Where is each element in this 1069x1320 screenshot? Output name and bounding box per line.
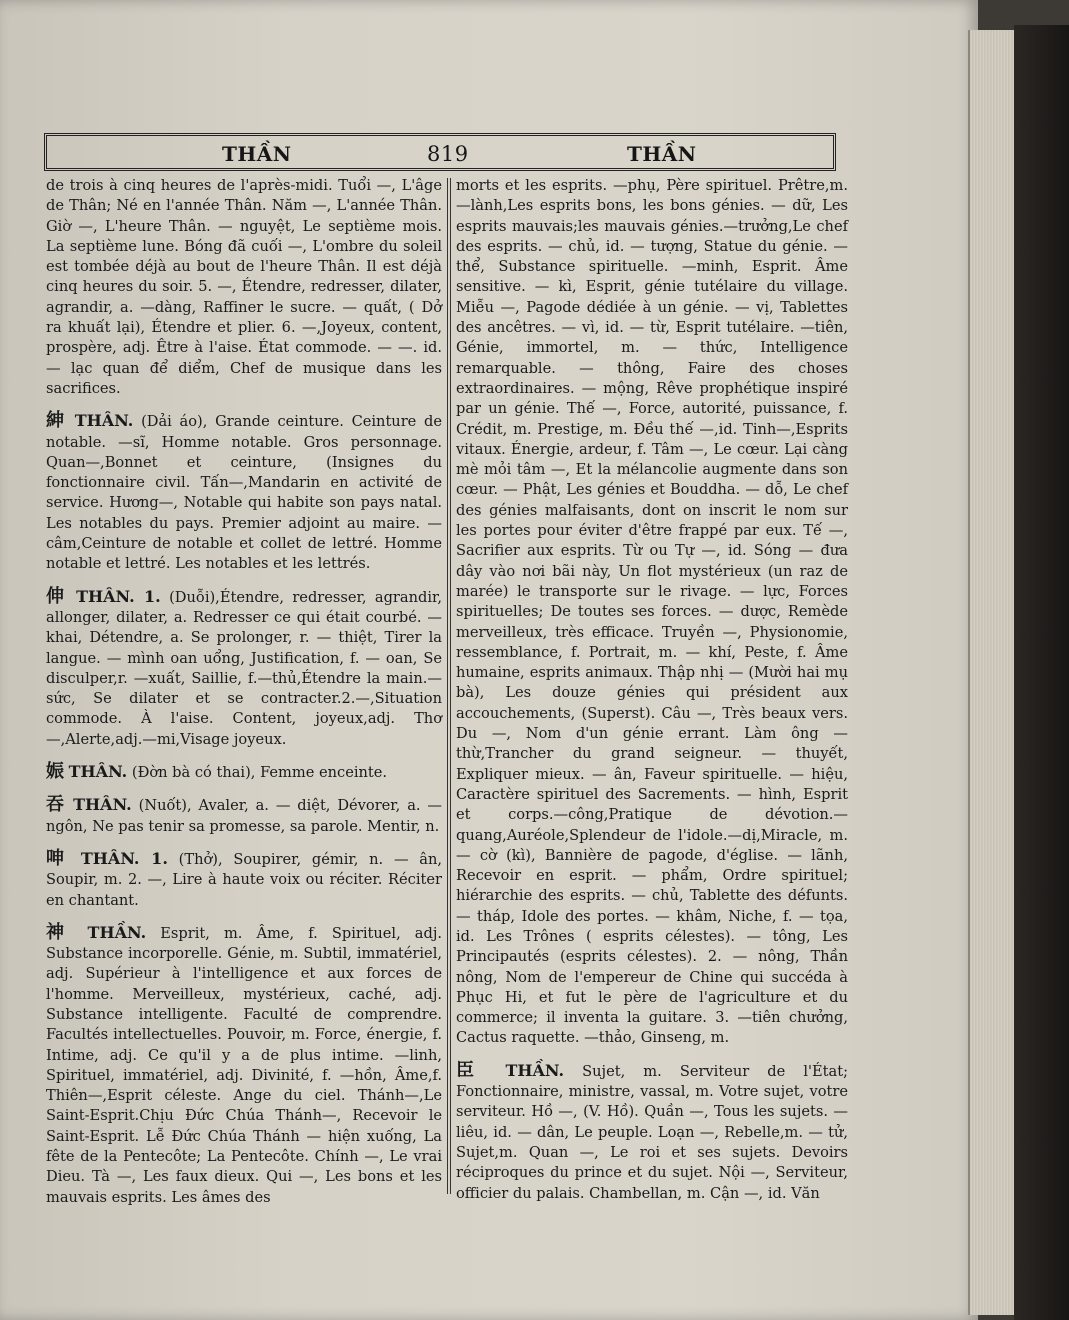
- entry-continuation: morts et les esprits. —phụ, Père spirituel. Prêtre,m. —lành,Les esprits bons, les bons génies. — dữ, Les esprits mauvais;les mauvais génies.—trưởng,Le chef des esprits. — chủ, id. — tượng, Statue du génie. — thể, Substance spirituelle. —minh, Esprit. Âme sensitive. — kì, Esprit, génie tutélaire du village. Miễu —, Pagode dédiée à un génie. — vị, Tablettes des ancêtres. — vì, id. — từ, Esprit tutélaire. —tiên, Génie, immortel, m. — thức, Intelligence remarquable. — thông, Faire des choses extraordinaires. — mộng, Rêve prophétique inspiré par un génie. Thế —, Force, autorité, puissance, f. Crédit, m. Prestige, m. Đều thế —,id. Tinh—,Esprits vitaux. Énergie, ardeur, f. Tâm —, Le cœur. Lại càng mè mỏi tâm —, Et la mélancolie augmente dans son cœur. — Phật, Les génies et Bouddha. — dỗ, Le chef des génies malfaisants, dont on inscrit le nom sur les portes pour éviter d'être frappé par eux. Tế —, Sacrifier aux esprits. Từ ou Tự —, id. Sóng — đưa dây vào nơi bãi này, Un flot mystérieux (un raz de marée) le transporte sur le rivage. — lực, Forces spirituelles; De toutes ses forces. — dược, Remède merveilleux, très efficace. Truyền —, Physionomie, ressemblance, f. Portrait, m. — khí, Peste, f. Âme humaine, esprits animaux. Thập nhị — (Mười hai mụ bà), Les douze génies qui président aux accouchements, (Superst). Câu —, Très beaux vers. Du —, Nom d'un génie errant. Làm ông — thừ,Trancher du grand seigneur. — thuyết, Expliquer mieux. — ân, Faveur spirituelle. — hiệu, Caractère spirituel des Sacrements. — hình, Esprit et corps.—công,Pratique de dévotion.—quang,Auréole,Splendeur de l'idole.—dị,Miracle, m. — cờ (kì), Bannière de pagode, d'église. — lãnh, Recevoir en esprit. — phẩm, Ordre spirituel; hiérarchie des esprits. — chủ, Tablette des défunts. — tháp, Idole des portes. — khâm, Niche, f. — tọa, id. Les Trônes ( esprits célestes). — tông, Les Principautés (esprits célestes). 2. — nông, Thần nông, Nom de l'empereur de Chine qui succéda à Phục Hi, et fut le père de l'agriculture et du commerce; il inventa la guitare. 3. —tiên chưởng, Cactus raquette. —thảo, Ginseng, m.: [456, 177, 848, 1047]
- left-column: [46, 176, 442, 1208]
- entry-headword: THÂN. 1.: [80, 848, 168, 868]
- entry-headword: THẦN.: [505, 1060, 565, 1080]
- entry-character: 臣: [456, 1059, 488, 1081]
- page-stack-edge: [968, 30, 1016, 1315]
- entry-character: 娠: [46, 761, 64, 783]
- dictionary-entry: [46, 411, 442, 574]
- column-divider: [447, 178, 451, 1194]
- entry-character: 紳: [46, 410, 68, 432]
- page-number: 819: [427, 142, 469, 166]
- dictionary-entry: [46, 587, 442, 750]
- entry-definition: Esprit, m. Âme, f. Spirituel, adj. Substance incorporelle. Génie, m. Subtil, immatériel, adj. Supérieur à l'intelligence et aux forces de l'homme. Merveilleux, mystérieux, caché, adj. Substance intelligente. Faculté de comprendre. Facultés intellectuelles. Pouvoir, m. Force, énergie, f. Intime, adj. Ce qu'il y a de plus intime. —linh, Spirituel, immatériel, adj. Divinité, f. —hồn, Âme,f. Thiên—,Esprit céleste. Ange du ciel. Thánh—,Le Saint-Esprit.Chịu Đức Chúa Thánh—, Recevoir le Saint-Esprit. Lễ Đức Chúa Thánh — hiện xuống, La fête de la Pentecôte; La Pentecôte. Chính —, Le vrai Dieu. Tà —, Les faux dieux. Qui —, Les bons et les mauvais esprits. Les âmes des: [46, 924, 443, 1206]
- entry-headword: THÂN.: [74, 411, 134, 431]
- entry-character: 呻: [46, 847, 71, 869]
- entry-headword: THÂN.: [73, 795, 132, 815]
- entry-definition: Sujet, m. Serviteur de l'État; Fonctionnaire, ministre, vassal, m. Votre sujet, votre serviteur. Hồ —, (V. Hồ). Quần —, Tous les sujets. — liêu, id. — dân, Le peuple. Loạn —, Rebelle,m. — tử, Sujet,m. Quan —, Le roi et ses sujets. Devoirs réciproques du prince et du sujet. Nội —, Serviteur, officier du palais. Chambellan, m. Cận —, id. Văn: [456, 1062, 848, 1202]
- entry-definition: (Đờn bà có thai), Femme enceinte.: [131, 764, 388, 782]
- header-right-word: THẦN: [627, 142, 697, 166]
- dictionary-entry: [456, 1061, 848, 1204]
- entry-definition: (Nuốt), Avaler, a. — diệt, Dévorer, a. — ngôn, Ne pas tenir sa promesse, sa parole. Mentir, n.: [46, 797, 443, 835]
- entry-headword: THÂN.: [68, 762, 128, 782]
- dictionary-entry: [46, 762, 442, 783]
- header-left-word: THẦN: [222, 142, 292, 166]
- entry-continuation: de trois à cinq heures de l'après-midi. Tuổi —, L'âge de Thân; Né en l'année Thân. Năm —, L'année Thân. Giờ —, L'heure Thân. — nguyệt, Le septième mois. La septième lune. Bóng đã cuối —, L'ombre du soleil est tombée déjà au bout de l'heure Thân. Il est déjà cinq heures du soir. 5. —, Étendre, redresser, dilater, agrandir, a. —dàng, Raffiner le sucre. — quất, ( Dở ra khuất lại), Étendre et plier. 6. —,Joyeux, content, prospère, adj. Être à l'aise. État commode. — —. id. — lạc quan để diểm, Chef de musique dans les sacrifices.: [46, 177, 442, 397]
- book-cover: [1014, 25, 1069, 1320]
- entry-character: 吞: [46, 794, 67, 816]
- running-header: [44, 133, 836, 171]
- entry-character: 神: [46, 921, 74, 943]
- right-column: [456, 176, 848, 1204]
- dictionary-entry: [46, 923, 442, 1208]
- entry-definition: (Dải áo), Grande ceinture. Ceinture de notable. —sĩ, Homme notable. Gros personnage. Quan—,Bonnet et ceinture, (Insignes du fonctionnaire civil. Tấn—,Mandarin en activité de service. Hương—, Notable qui habite son pays natal. Les notables du pays. Premier adjoint au maire. — câm,Ceinture de notable et collet de lettré. Homme notable et lettré. Les notables et les lettrés.: [46, 413, 442, 573]
- entry-character: 伸: [46, 585, 68, 607]
- dictionary-entry: [46, 795, 442, 837]
- dictionary-entry: [46, 849, 442, 911]
- entry-definition: (Thở), Soupirer, gémir, n. — ân, Soupir, m. 2. —, Lire à haute voix ou réciter. Réciter en chantant.: [46, 850, 443, 909]
- entry-headword: THÂN. 1.: [76, 586, 161, 606]
- entry-definition: (Duỗi),Étendre, redresser, agrandir, allonger, dilater, a. Redresser ce qui était courbé. — khai, Détendre, a. Se prolonger, r. — thiệt, Tirer la langue. — mình oan uổng, Justification, f. — oan, Se disculper,r. —xuất, Saillie, f.—thủ,Étendre la main.—sức, Se dilater et se contracter.2.—,Situation commode. À l'aise. Content, joyeux,adj. Thơ—,Alerte,adj.—mi,Visage joyeux.: [46, 588, 443, 748]
- entry-headword: THẦN.: [87, 922, 147, 942]
